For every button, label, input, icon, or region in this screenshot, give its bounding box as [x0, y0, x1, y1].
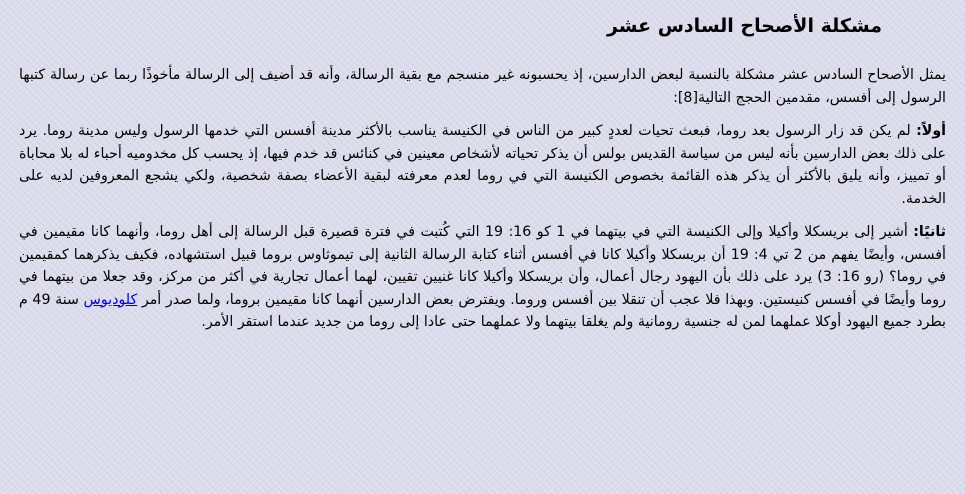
page-title: مشكلة الأصحاح السادس عشر: [606, 15, 882, 37]
second-argument-text-after: سنة 49 م بطرد جميع اليهود أوكلا عملهما لمن له جنسية رومانية ولم يغلقا بيتهما ولا عملهما حتى عادا إلى روما من جديد عندما استقر الأمر.: [19, 291, 946, 330]
intro-paragraph: [19, 64, 946, 109]
second-argument-lead: ثانيًا:: [913, 224, 946, 240]
claudius-link[interactable]: كلوديوس: [83, 291, 138, 308]
first-argument-lead: أولاً:: [916, 123, 946, 139]
second-argument-text-before: أشير إلى بريسكلا وأكيلا وإلى الكنيسة التي في بيتهما في 1 كو 16: 19 التي كُتبت في فترة قصيرة قبل الرسالة إلى أهل روما، وأنهما كانا مقيمين في أفسس، وأيضًا يفهم من 2 تي 4: 19 أن بريسكلا وأكيلا كانا في أفسس أثناء كتابة الرسالة الثانية إلى تيموثاوس بروما قبيل استشهاده، فكيف يذكرهما كمقيمين في روما؟ (رو 16: 3) يرد على ذلك بأن اليهود رجال أعمال، وأن بريسكلا وأكيلا كانا غنيين تقيين، لهما أعمال تجارية في أكثر من مركز، وقد جعلا من بيتهما في روما وأيضًا في أفسس كنيستين. وبهذا فلا عجب أن تنقلا بين أفسس وروما. ويفترض بعض الدارسين أنهما كانا مقيمين بروما، ولما صدر أمر: [19, 224, 947, 308]
intro-text: يمثل الأصحاح السادس عشر مشكلة بالنسبة لبعض الدارسين، إذ يحسبونه غير منسجم مع بقية الرسالة، وأنه قد أضيف إلى الرسالة مأخوذًا ربما عن رسالة كتبها الرسول إلى أفسس، مقدمين الحجج التالية[8]:: [19, 67, 946, 106]
second-argument-paragraph: [19, 221, 946, 334]
first-argument-paragraph: [19, 120, 946, 210]
first-argument-text: لم يكن قد زار الرسول بعد روما، فبعث تحيات لعددٍ كبير من الناس في الكنيسة يناسب بالأكثر مدينة أفسس التي خدمها الرسول وليس مدينة روما. يرد على ذلك بعض الدارسين بأنه ليس من سياسة القديس بولس أن يذكر تحياته لأشخاص معينين في كنائس قد خدم فيها، إذ يحسب كل مخدوميه أحباء له بلا محاباة أو تمييز، وأنه يليق بالأكثر أن يذكر هذه القائمة بخصوص الكنيسة التي في روما لعدم معرفته لبقية الأعضاء بصفة شخصية، ولكي يشجع المعروفين لديه على الخدمة.: [19, 123, 946, 207]
